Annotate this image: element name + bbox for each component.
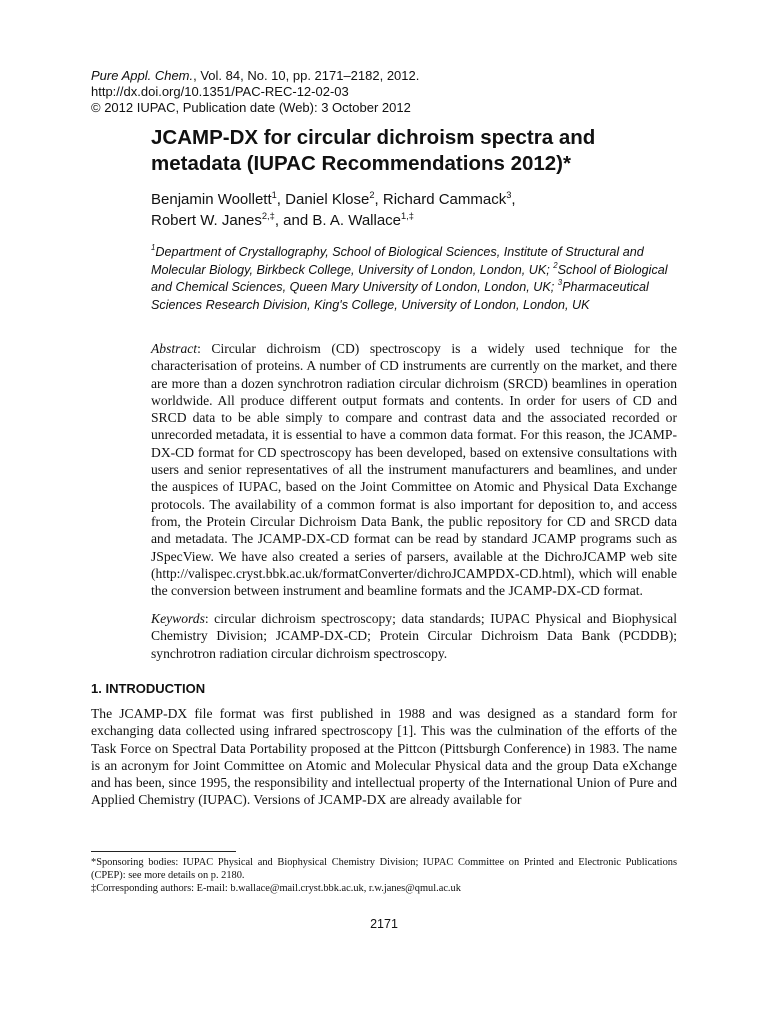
citation-header (91, 68, 691, 116)
author-separator: , (511, 191, 516, 208)
journal-name: Pure Appl. Chem. (91, 68, 194, 83)
journal-volume: , Vol. 84, No. 10, pp. 2171–2182, 2012. (193, 68, 420, 83)
abstract (151, 340, 677, 599)
section-heading-introduction: 1. INTRODUCTION (91, 681, 206, 696)
keywords (151, 610, 677, 662)
introduction-paragraph: The JCAMP-DX file format was first published in 1988 and was designed as a standard form for exchanging data collected using infrared spectroscopy [1]. This was the culmination of the efforts of the Task Force on Spectral Data Portability proposed at the Pittcon (Pittsburgh Conference) in 1983. The name is an acronym for Joint Committee on Atomic and Molecular Physical data and the group Data eXchange and has been, since 1995, the responsibility and intellectual property of the International Union of Pure and Applied Chemistry (IUPAC). Versions of JCAMP-DX are already available for (91, 706, 677, 808)
paper-title-line-1: JCAMP-DX for circular dichroism spectra and (151, 126, 596, 149)
affiliation-text: Pharmaceutical Sciences Research Division, King's College, University of London, London, UK (151, 280, 649, 312)
paper-title-line-2: metadata (IUPAC Recommendations 2012)* (151, 152, 571, 175)
citation-journal-line (91, 68, 691, 84)
keywords-label: Keywords (151, 611, 205, 626)
abstract-text: : Circular dichroism (CD) spectroscopy is a widely used technique for the characterisation of proteins. A number of CD instruments are currently on the market, and there are more than a dozen synchrotron radiation circular dichroism (SRCD) beamlines in operation worldwide. All produce different output formats and contents. In order for users of CD and SRCD data to be able simply to compare and contrast data and the associated recorded or unrecorded metadata, it is essential to have a common data format. For this reason, the JCAMP-DX-CD format for CD spectroscopy has been developed, based on extensive consultations with users and senior representatives of all the instrument manufacturers and beamlines, and under the auspices of IUPAC, based on the Joint Committee on Atomic and Physical Data Exchange protocols. The availability of a common format is also important for deposition to, and access from, the Protein Circular Dichroism Data Bank, the public repository for CD and SRCD data and metadata. The JCAMP-DX-CD format can be read by standard JCAMP programs such as JSpecView. We have also created a series of parsers, available at the DichroJCAMP web site (http://valispec.cryst.bbk.ac.uk/formatConverter/dichroJCAMPDX-CD.html), which will enable the conversion between instrument and beamline formats and the JCAMP-DX-CD format. (151, 341, 677, 599)
author-name: Benjamin Woollett (151, 191, 272, 208)
author-separator: , (276, 191, 286, 208)
affiliation-text: Department of Crystallography, School of Biological Sciences, Institute of Structural and Molecular Biology, Birkbeck College, University of London, London, UK; (151, 245, 644, 277)
author-mark: 1,‡ (401, 210, 414, 221)
abstract-label: Abstract (151, 341, 198, 356)
footnote-corresponding-authors: ‡Corresponding authors: E-mail: b.wallace@mail.cryst.bbk.ac.uk, r.w.janes@qmul.ac.uk (91, 883, 461, 895)
affiliation-text: School of Biological and Chemical Sciences, Queen Mary University of London, London, UK; (151, 262, 668, 294)
paper-title (151, 125, 711, 177)
doi-link[interactable]: http://dx.doi.org/10.1351/PAC-REC-12-02-03 (91, 84, 349, 99)
affiliation-mark: 1 (151, 243, 156, 253)
author-name: B. A. Wallace (312, 212, 402, 229)
copyright-line: © 2012 IUPAC, Publication date (Web): 3 October 2012 (91, 100, 411, 115)
keywords-text: : circular dichroism spectroscopy; data standards; IUPAC Physical and Biophysical Chemistry Division; JCAMP-DX-CD; Protein Circular Dichroism Data Bank (PCDDB); synchrotron radiation circular dichroism spectroscopy. (151, 611, 677, 661)
page-number: 2171 (370, 917, 398, 931)
author-mark: 2 (369, 189, 375, 200)
author-name: Richard Cammack (382, 191, 507, 208)
footnotes (91, 856, 677, 896)
author-separator: , (374, 191, 383, 208)
author-mark: 3 (506, 189, 512, 200)
affiliation-mark: 3 (557, 278, 563, 288)
author-name: Daniel Klose (285, 191, 370, 208)
author-mark: 2,‡ (261, 210, 275, 221)
author-mark: 1 (271, 189, 277, 200)
author-list (151, 189, 711, 231)
author-separator: , and (274, 212, 313, 229)
footnote-sponsoring-bodies: *Sponsoring bodies: IUPAC Physical and Biophysical Chemistry Division; IUPAC Committee on Printed and Electronic Publications (CPEP): see more details on p. 2180. (91, 857, 677, 882)
author-name: Robert W. Janes (151, 212, 262, 229)
affiliations (151, 244, 691, 314)
affiliation-mark: 2 (553, 260, 558, 270)
footnote-divider (91, 851, 236, 852)
